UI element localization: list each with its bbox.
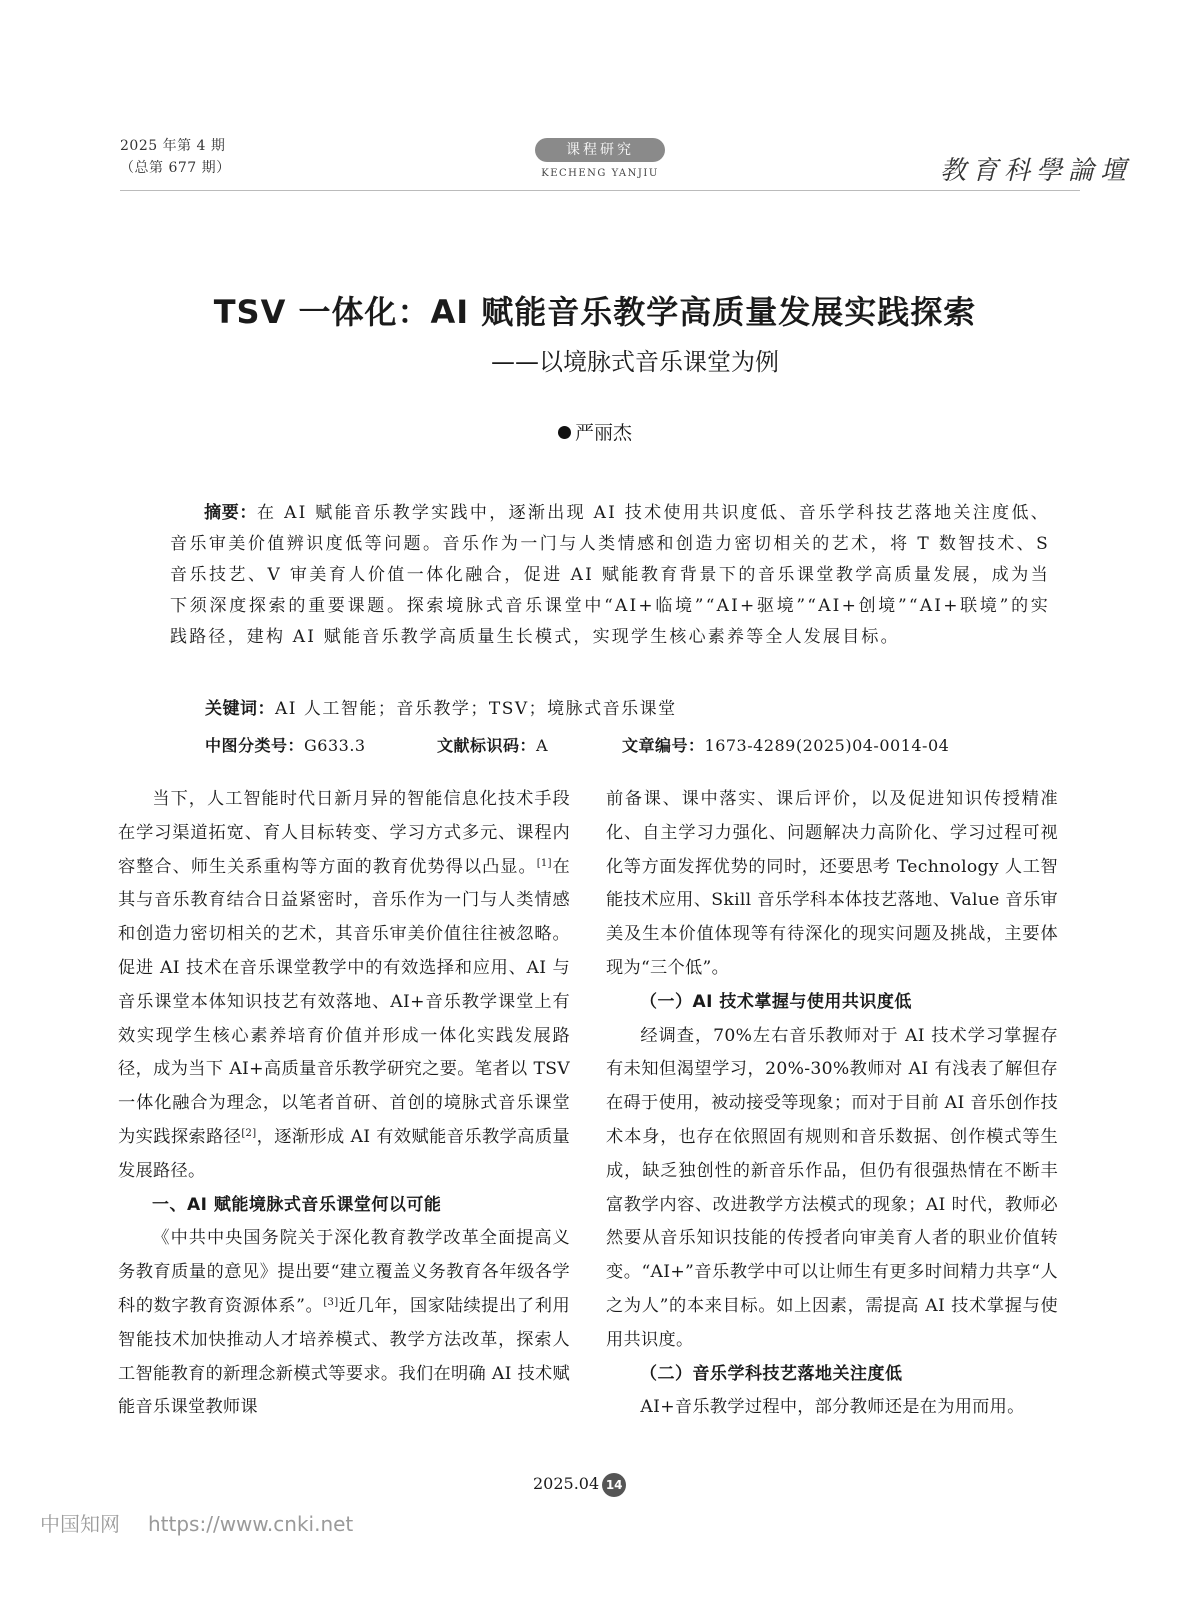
author-name: 严丽杰: [574, 422, 632, 444]
article-subtitle: ——以境脉式音乐课堂为例: [491, 348, 779, 376]
text-run: 在其与音乐教育结合日益紧密时，音乐作为一门与人类情感和创造力密切相关的艺术，其音乐审美价值往往被忽略。促进 AI 技术在音乐课堂教学中的有效选择和应用、AI 与音乐课堂本体知识技艺有效落地、AI+音乐教学课堂上有效实现学生核心素养培育价值并形成一体化实践发展路径，成为当下 AI+高质量音乐教学研究之要。笔者以 TSV 一体化融合为理念，以笔者首研、首创的境脉式音乐课堂为实践探索路径: [118, 856, 570, 1147]
cnki-brand: 中国知网: [40, 1512, 120, 1536]
citation-ref: [2]: [241, 1127, 257, 1139]
bullet-icon: [558, 426, 571, 439]
paragraph: [118, 1222, 570, 1425]
journal-name: 教育科學論壇: [940, 156, 1133, 186]
cnki-url[interactable]: https://www.cnki.net: [148, 1512, 354, 1536]
section-heading-1-1: （一）AI 技术掌握与使用共识度低: [640, 991, 912, 1012]
document-code-label: 文献标识码：: [437, 736, 537, 755]
keywords: [205, 697, 677, 721]
text-run: 当下，人工智能时代日新月异的智能信息化技术手段在学习渠道拓宽、育人目标转变、学习方式多元、课程内容整合、师生关系重构等方面的教育优势得以凸显。: [118, 789, 570, 877]
article-number-value: 1673-4289(2025)04-0014-04: [704, 736, 950, 755]
page-number: [533, 1472, 626, 1497]
section-heading-1-2: （二）音乐学科技艺落地关注度低: [640, 1363, 903, 1384]
abstract-text: 在 AI 赋能音乐教学实践中，逐渐出现 AI 技术使用共识度低、音乐学科技艺落地关注度低、音乐审美价值辨识度低等问题。音乐作为一门与人类情感和创造力密切相关的艺术，将 T 数智技术、S 音乐技艺、V 审美育人价值一体化融合，促进 AI 赋能教育背景下的音乐课堂教学高质量发展，成为当下须深度探索的重要课题。探索境脉式音乐课堂中“AI+临境”“AI+驱境”“AI+创境”“AI+联境”的实践路径，建构 AI 赋能音乐教学高质量生长模式，实现学生核心素养等全人发展目标。: [170, 503, 1050, 647]
citation-ref: [1]: [536, 857, 552, 869]
paragraph: 前备课、课中落实、课后评价，以及促进知识传授精准化、自主学习力强化、问题解决力高阶化、学习过程可视化等方面发挥优势的同时，还要思考 Technology 人工智能技术应用、Skill 音乐学科本体技艺落地、Value 音乐审美及生本价值体现等有待深化的现实问题及挑战，主要体现为“三个低”。: [606, 789, 1058, 978]
document-code: [437, 734, 548, 758]
author-line: [0, 418, 1190, 445]
page-number-badge: 14: [602, 1473, 626, 1497]
clc-number: [205, 734, 366, 758]
document-code-value: A: [536, 736, 549, 755]
paragraph: AI+音乐教学过程中，部分教师还是在为用而用。: [640, 1397, 1025, 1418]
keywords-text: AI 人工智能；音乐教学；TSV；境脉式音乐课堂: [275, 699, 677, 719]
clc-label: 中图分类号：: [205, 736, 305, 755]
paragraph: 经调查，70%左右音乐教师对于 AI 技术学习掌握存有未知但渴望学习，20%-30%教师对 AI 有浅表了解但存在碍于使用，被动接受等现象；而对于目前 AI 音乐创作技术本身，也存在依照固有规则和音乐数据、创作模式等生成，缺乏独创性的新音乐作品，但仍有很强热情在不断丰富教学内容、改进教学方法模式的现象；AI 时代，教师必然要从音乐知识技能的传授者向审美育人者的职业价值转变。“AI+”音乐教学中可以让师生有更多时间精力共享“人之为人”的本来目标。如上因素，需提高 AI 技术掌握与使用共识度。: [606, 1025, 1058, 1350]
section-heading-1: 一、AI 赋能境脉式音乐课堂何以可能: [152, 1194, 442, 1215]
clc-value: G633.3: [304, 736, 366, 755]
article-number-label: 文章编号：: [622, 736, 705, 755]
text-run: ，逐渐形成 AI 有效赋能音乐教学高质量发展路径。: [118, 1126, 570, 1181]
body-column-right: [606, 783, 1058, 1425]
body-column-left: [118, 783, 570, 1425]
page-date: 2025.04: [533, 1474, 600, 1493]
section-badge: 课程研究: [535, 138, 665, 162]
keywords-label: 关键词：: [205, 699, 275, 719]
paragraph: [118, 783, 570, 1189]
cnki-watermark: [40, 1508, 353, 1537]
citation-ref: [3]: [323, 1296, 339, 1308]
article-title: TSV 一体化：AI 赋能音乐教学高质量发展实践探索: [213, 293, 977, 331]
total-issue-number: （总第 677 期）: [120, 160, 231, 176]
text-run: 近几年，国家陆续提出了利用智能技术加快推动人才培养模式、教学方法改革，探索人工智能教育的新理念新模式等要求。我们在明确 AI 技术赋能音乐课堂教师课: [118, 1295, 571, 1418]
text-run: 《中共中央国务院关于深化教育教学改革全面提高义务教育质量的意见》提出要“建立覆盖义务教育各年级各学科的数字教育资源体系”。: [118, 1228, 570, 1316]
article-number: [622, 734, 949, 758]
header-divider: [120, 190, 1080, 191]
abstract: [170, 498, 1050, 653]
section-pinyin: KECHENG YANJIU: [541, 168, 659, 179]
issue-number: 2025 年第 4 期: [120, 138, 226, 154]
abstract-label: 摘要：: [204, 503, 258, 523]
